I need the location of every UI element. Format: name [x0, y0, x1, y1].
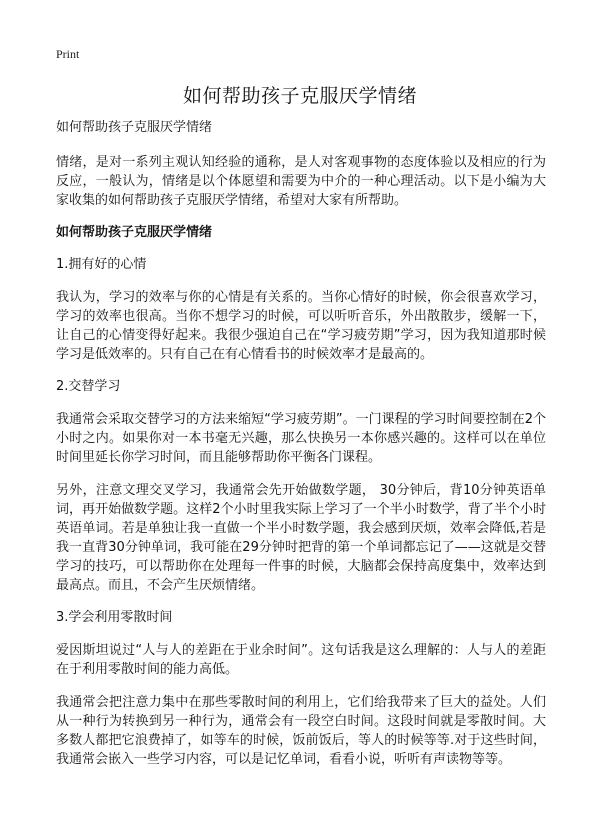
section-heading: 如何帮助孩子克服厌学情绪: [56, 225, 213, 240]
paragraph-spare-time-2: 我通常会把注意力集中在那些零散时间的利用上，它们给我带来了巨大的益处。人们从一种行为转换到另一种行为，通常会有一段空白时间。这段时间就是零散时间。大多数人都把它浪费掉了，如等车的时候，饭前饭后，等人的时候等等.对于这些时间，我通常会嵌入一些学习内容，可以是记忆单词，看看小说，听听有声读物等等。: [56, 695, 546, 767]
document-body: [56, 119, 546, 783]
subsection-heading-mood: 1.拥有好的心情: [56, 257, 147, 272]
paragraph-mood: 我认为，学习的效率与你的心情是有关系的。当你心情好的时候，你会很喜欢学习，学习的效率也很高。当你不想学习的时候，可以听听音乐，外出散散步，缓解一下，让自己的心情变得好起来。我很少强迫自己在“学习疲劳期”学习，因为我知道那时候学习是低效率的。只有自己在有心情看书的时候效率才是最高的。: [56, 290, 546, 362]
document-subtitle: 如何帮助孩子克服厌学情绪: [56, 120, 213, 135]
subsection-heading-alternate: 2.交替学习: [56, 379, 121, 394]
print-link[interactable]: Print: [56, 47, 80, 61]
paragraph-spare-time-1: 爱因斯坦说过“人与人的差距在于业余时间”。这句话我是这么理解的：人与人的差距在于利用零散时间的能力高低。: [56, 643, 546, 677]
paragraph-alternate-2: 另外，注意文理交叉学习，我通常会先开始做数学题， 30分钟后，背10分钟英语单词，再开始做数学题。这样2个小时里我实际上学习了一个半小时数学，背了半个小时英语单词。若是单独让我一直做一个半小时数学题，我会感到厌烦，效率会降低,若是我一直背30分钟单词，我可能在29分钟时把背的第一个单词都忘记了——这就是交替学习的技巧，可以帮助你在处理每一件事的时候，大脑都会保持高度集中，效率达到最高点。而且，不会产生厌烦情绪。: [56, 483, 546, 593]
intro-paragraph: 情绪，是对一系列主观认知经验的通称，是人对客观事物的态度体验以及相应的行为反应，一般认为，情绪是以个体愿望和需要为中介的一种心理活动。以下是小编为大家收集的如何帮助孩子克服厌学情绪，希望对大家有所帮助。: [56, 155, 546, 208]
document-title: 如何帮助孩子克服厌学情绪: [182, 85, 417, 107]
subsection-heading-spare-time: 3.学会利用零散时间: [56, 610, 173, 625]
paragraph-alternate-1: 我通常会采取交替学习的方法来缩短“学习疲劳期”。一门课程的学习时间要控制在2个小时之内。如果你对一本书毫无兴趣，那么快换另一本你感兴趣的。这样可以在单位时间里延长你学习时间，而且能够帮助你平衡各门课程。: [56, 412, 546, 465]
